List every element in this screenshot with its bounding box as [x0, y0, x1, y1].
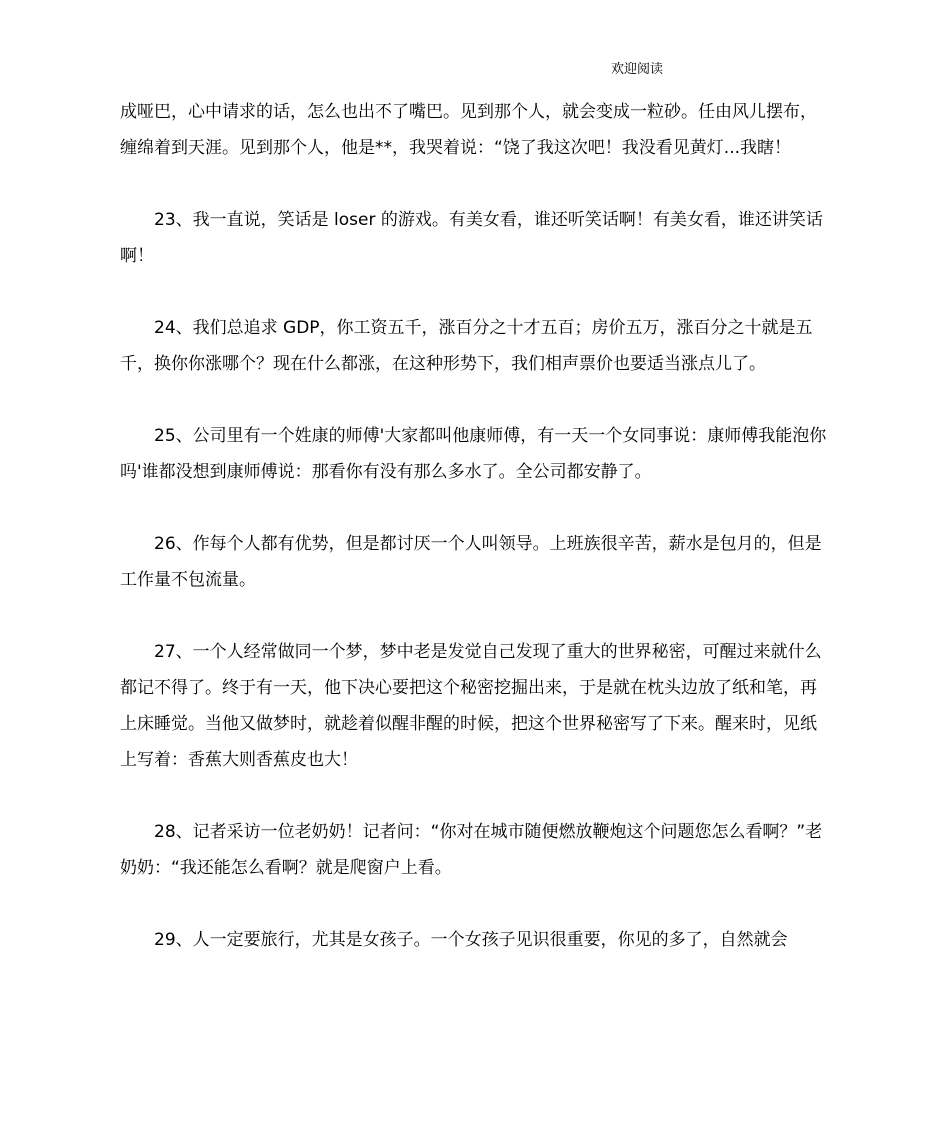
page-header: 欢迎阅读 [611, 62, 664, 77]
document-body [120, 94, 832, 958]
paragraph-28: 28、记者采访一位老奶奶！记者问：“你对在城市随便燃放鞭炮这个问题您怎么看啊？”老奶奶：“我还能怎么看啊？就是爬窗户上看。 [120, 822, 823, 878]
paragraph-29: 29、人一定要旅行，尤其是女孩子。一个女孩子见识很重要，你见的多了，自然就会 [154, 930, 788, 950]
paragraph-24: 24、我们总追求 GDP，你工资五千，涨百分之十才五百；房价五万，涨百分之十就是五千，换你你涨哪个？现在什么都涨，在这种形势下，我们相声票价也要适当涨点儿了。 [120, 318, 813, 374]
paragraph-26: 26、作每个人都有优势，但是都讨厌一个人叫领导。上班族很辛苦，薪水是包月的，但是工作量不包流量。 [120, 534, 822, 590]
paragraph-23: 23、我一直说，笑话是 loser 的游戏。有美女看，谁还听笑话啊！有美女看，谁还讲笑话啊！ [120, 210, 823, 266]
paragraph-continued: 成哑巴，心中请求的话，怎么也出不了嘴巴。见到那个人，就会变成一粒砂。任由风儿摆布，缠绵着到天涯。见到那个人，他是**，我哭着说：“饶了我这次吧！我没看见黄灯...我瞎！ [120, 102, 817, 158]
paragraph-27: 27、一个人经常做同一个梦，梦中老是发觉自己发现了重大的世界秘密，可醒过来就什么都记不得了。终于有一天，他下决心要把这个秘密挖掘出来，于是就在枕头边放了纸和笔，再上床睡觉。当他又做梦时，就趁着似醒非醒的时候，把这个世界秘密写了下来。醒来时，见纸上写着：香蕉大则香蕉皮也大！ [120, 642, 822, 770]
paragraph-25: 25、公司里有一个姓康的师傅'大家都叫他康师傅，有一天一个女同事说：康师傅我能泡你吗'谁都没想到康师傅说：那看你有没有那么多水了。全公司都安静了。 [120, 426, 827, 482]
